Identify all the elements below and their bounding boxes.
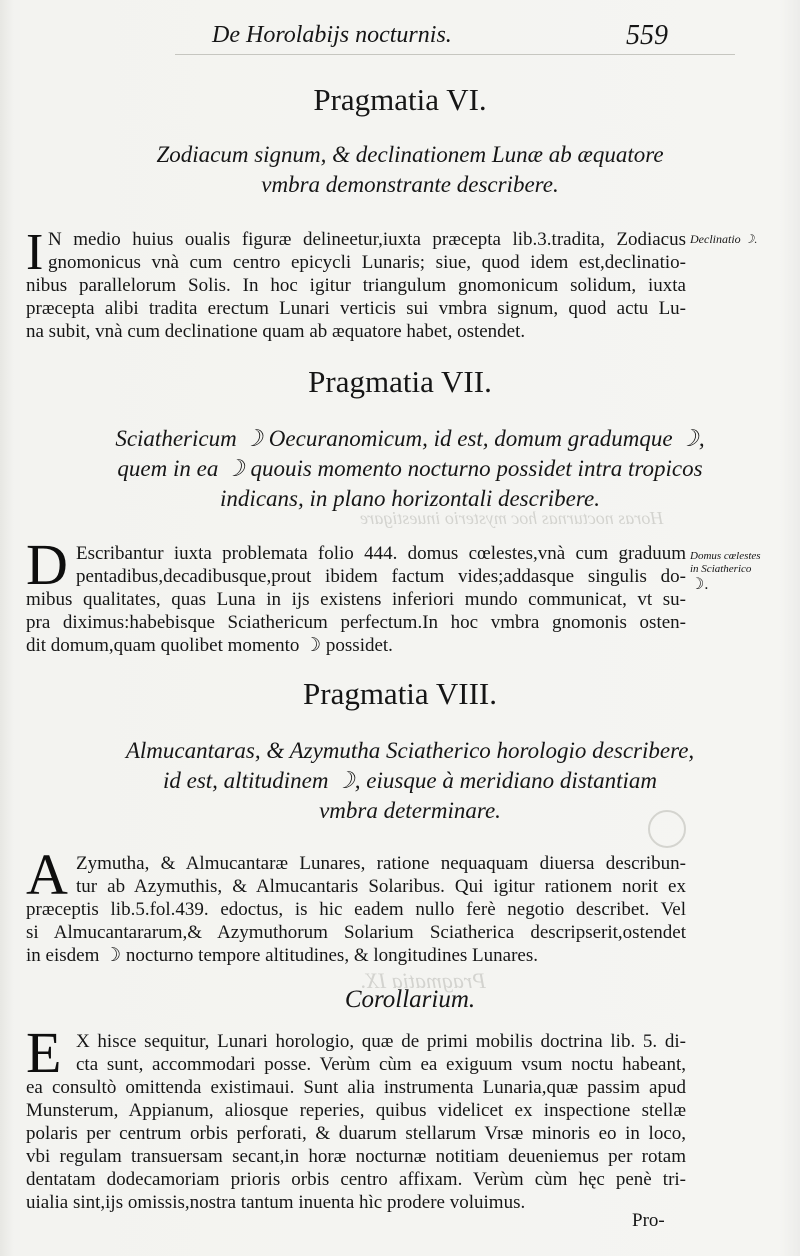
margin-note: in Sciatherico	[690, 563, 752, 575]
drop-cap: I	[26, 224, 44, 281]
text-line: N medio huius oualis figuræ delineetur,iuxta præcepta lib.3.tradita, Zodiacus	[48, 229, 686, 250]
text-line: gnomonicus vnà cum centro epicycli Lunaris; siue, quod idem est,declinatio-	[48, 252, 686, 273]
text-line: Munsterum, Appianum, aliosque reperies, quibus videlicet ex inspectione stellæ	[26, 1100, 686, 1121]
text-line: pra diximus:habebisque Sciathericum perfectum.In hoc vmbra gnomonis osten-	[26, 612, 686, 633]
text-line: mibus qualitates, quas Luna in ijs existens inferiori mundo communicat, vt su-	[26, 589, 686, 610]
margin-note: Domus cœlestes	[690, 550, 761, 562]
text-line: dit domum,quam quolibet momento ☽ possidet.	[26, 635, 393, 656]
margin-note: Declinatio ☽.	[690, 232, 758, 246]
paragraph	[26, 224, 686, 343]
paragraph	[26, 842, 686, 967]
section-heading: Pragmatia VI.	[313, 82, 487, 117]
section-subtitle: vmbra demonstrante describere.	[261, 172, 559, 197]
section-heading: Pragmatia VII.	[308, 364, 492, 399]
text-line: Escribantur iuxta problemata folio 444. domus cœlestes,vnà cum graduum	[76, 543, 686, 564]
text-line: na subit, vnà cum declinatione quam ab æquatore habet, ostendet.	[26, 321, 526, 342]
section-heading: Pragmatia VIII.	[303, 676, 497, 711]
section-subtitle: indicans, in plano horizontali describere.	[220, 486, 600, 511]
drop-cap: E	[26, 1020, 62, 1085]
text-line: si Almucantararum,& Azymuthorum Solarium Sciatherica descripserit,ostendet	[26, 922, 686, 943]
text-line: X hisce sequitur, Lunari horologio, quæ de primi mobilis doctrina lib. 5. di-	[76, 1031, 686, 1052]
section-subtitle: Almucantaras, & Azymutha Sciatherico horologio describere,	[125, 738, 695, 763]
section-subtitle: Zodiacum signum, & declinationem Lunæ ab æquatore	[156, 142, 664, 167]
header-rule	[175, 54, 735, 55]
section-subtitle: vmbra determinare.	[319, 798, 501, 823]
margin-note: ☽.	[690, 576, 709, 593]
text-line: polaris per centrum orbis perforati, & duarum stellarum Vrsæ minoris eo in loco,	[26, 1123, 686, 1144]
page-number: 559	[626, 20, 668, 51]
text-line: vbi regulam transuersam secant,in horæ nocturnæ notitiam deueniemus per rotam	[26, 1146, 686, 1167]
text-line: ea consultò omittenda existimaui. Sunt alia instrumenta Lunaria,quæ passim apud	[26, 1077, 686, 1098]
section-subtitle: quem in ea ☽ quouis momento nocturno possidet intra tropicos	[117, 456, 703, 481]
drop-cap: A	[26, 842, 68, 907]
text-line: nibus parallelorum Solis. In hoc igitur triangulum gnomonicum solidum, iuxta	[26, 275, 686, 296]
corollary-heading: Corollarium.	[344, 986, 476, 1013]
text-line: in eisdem ☽ nocturno tempore altitudines, & longitudines Lunares.	[26, 945, 538, 966]
text-line: uialia sint,ijs omissis,nostra tantum inuenta hìc prodere voluimus.	[26, 1192, 526, 1213]
section-subtitle: id est, altitudinem ☽, eiusque à meridiano distantiam	[162, 768, 657, 793]
paragraph	[26, 1020, 686, 1214]
text-line: Zymutha, & Almucantaræ Lunares, ratione nequaquam diuersa describun-	[76, 853, 686, 874]
text-line: dentatam dodecamoriam prioris orbis centro affixam. Verùm cùm hęc penè tri-	[26, 1169, 686, 1190]
bleed-through-text: Pragmatia IX.	[360, 968, 486, 993]
paragraph	[26, 532, 686, 657]
catchword: Pro-	[632, 1210, 665, 1231]
running-title: De Horolabijs nocturnis.	[212, 22, 452, 48]
drop-cap: D	[26, 532, 68, 597]
text-line: cta sunt, accommodari posse. Verùm cùm ea exiguum vsum noctu habeant,	[76, 1054, 686, 1075]
text-line: pentadibus,decadibusque,prout ibidem factum vides;addasque singulis do-	[76, 566, 686, 587]
text-line: tur ab Azymuthis, & Almucantaris Solaribus. Qui igitur rationem norit ex	[76, 876, 686, 897]
text-line: præceptis lib.5.fol.439. edoctus, is hic eadem nullo ferè negotio describet. Vel	[26, 899, 686, 920]
section-subtitle: Sciathericum ☽ Oecuranomicum, id est, domum gradumque ☽,	[115, 426, 705, 451]
text-line: præcepta alibi tradita erectum Lunari verticis sui vmbra signum, quod actu Lu-	[26, 298, 686, 319]
bleed-through-text: Horas nocturnas hoc mysterio inuestigare	[360, 508, 664, 528]
